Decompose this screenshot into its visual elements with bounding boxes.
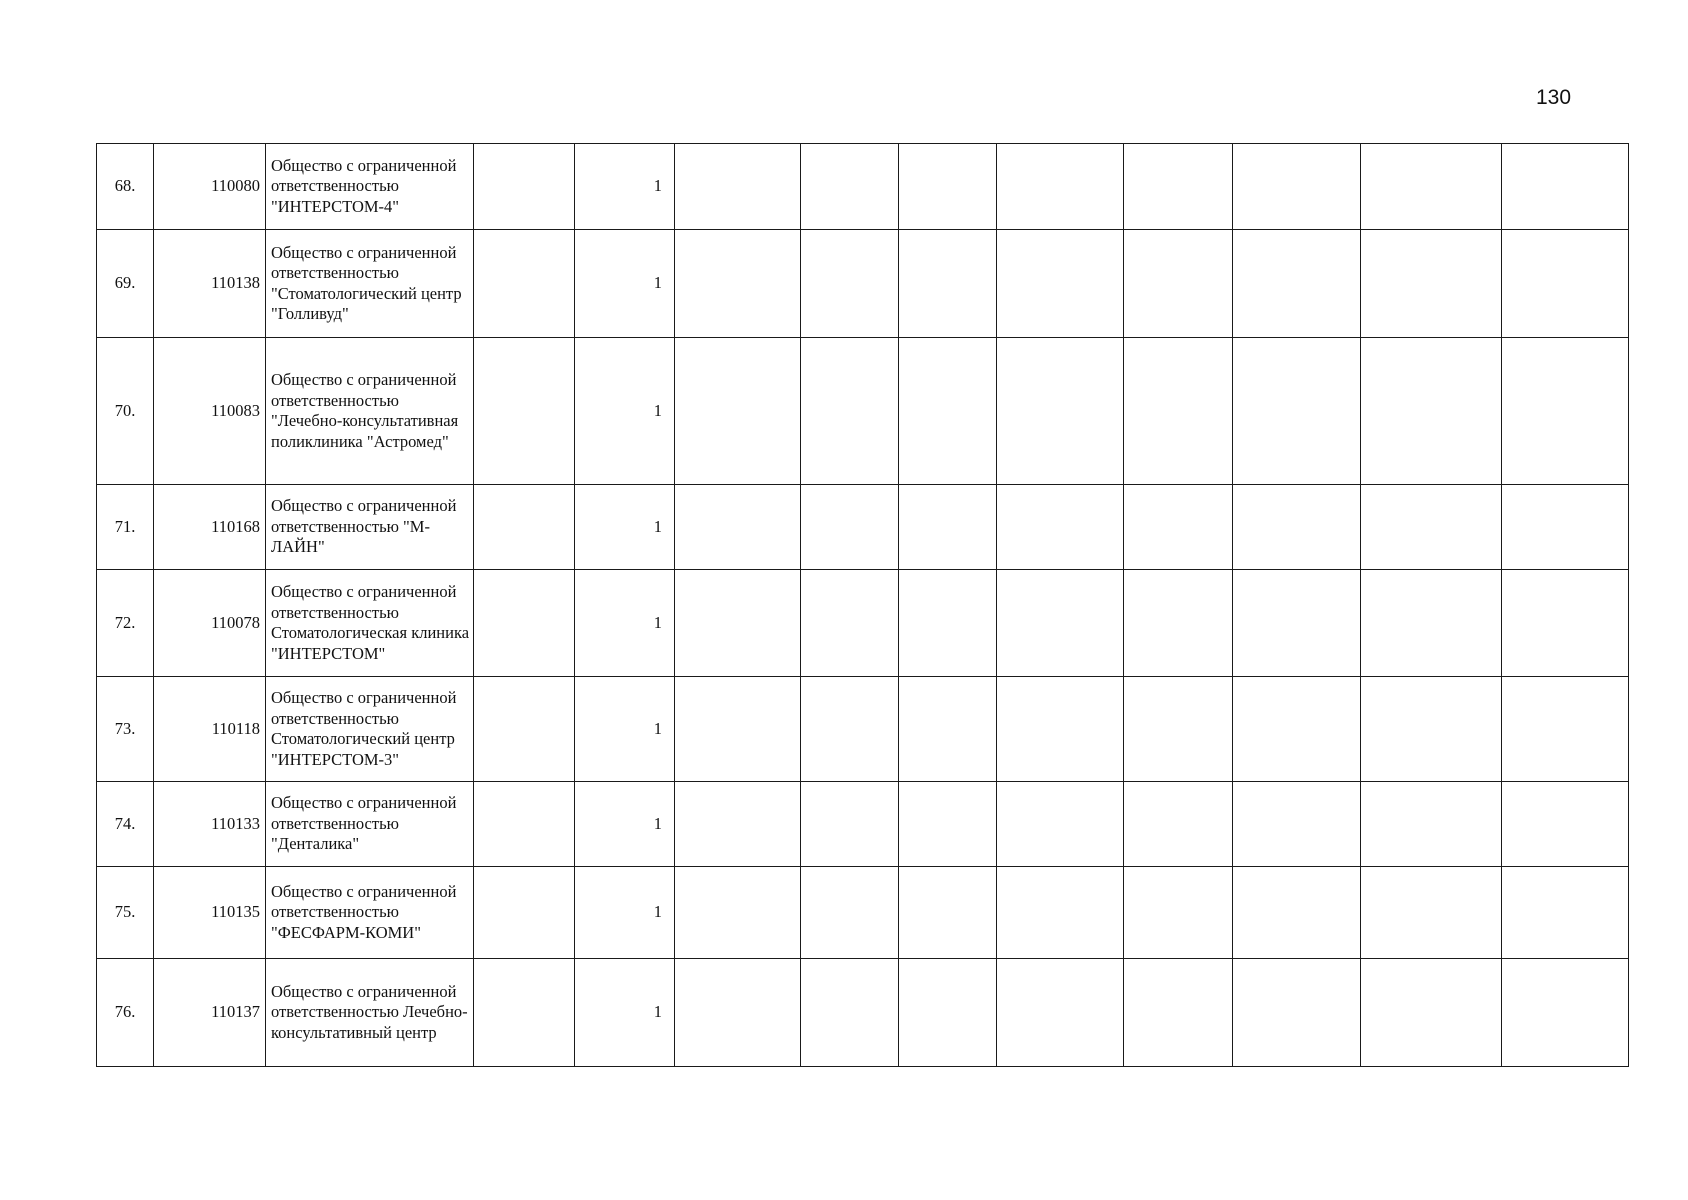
empty-cell bbox=[1233, 338, 1361, 485]
empty-cell bbox=[675, 570, 801, 677]
empty-cell bbox=[1361, 959, 1502, 1067]
empty-cell bbox=[997, 338, 1124, 485]
empty-cell bbox=[1502, 230, 1629, 338]
empty-cell bbox=[997, 144, 1124, 230]
empty-cell bbox=[474, 570, 575, 677]
empty-cell bbox=[1502, 144, 1629, 230]
row-value: 1 bbox=[575, 485, 675, 570]
empty-cell bbox=[1233, 144, 1361, 230]
row-value: 1 bbox=[575, 867, 675, 959]
row-value: 1 bbox=[575, 338, 675, 485]
row-organization-name: Общество с ограниченной ответственностью Лечебно-консультативный центр bbox=[266, 959, 474, 1067]
empty-cell bbox=[1233, 485, 1361, 570]
empty-cell bbox=[899, 485, 997, 570]
empty-cell bbox=[801, 959, 899, 1067]
empty-cell bbox=[474, 867, 575, 959]
empty-cell bbox=[1124, 867, 1233, 959]
empty-cell bbox=[997, 570, 1124, 677]
empty-cell bbox=[1502, 677, 1629, 782]
empty-cell bbox=[1502, 338, 1629, 485]
row-code: 110135 bbox=[154, 867, 266, 959]
empty-cell bbox=[474, 485, 575, 570]
table-body bbox=[97, 144, 1629, 1067]
empty-cell bbox=[1124, 959, 1233, 1067]
empty-cell bbox=[801, 782, 899, 867]
empty-cell bbox=[1124, 338, 1233, 485]
empty-cell bbox=[1361, 338, 1502, 485]
empty-cell bbox=[801, 338, 899, 485]
row-value: 1 bbox=[575, 959, 675, 1067]
row-number: 70. bbox=[97, 338, 154, 485]
empty-cell bbox=[1502, 485, 1629, 570]
empty-cell bbox=[1361, 485, 1502, 570]
empty-cell bbox=[1502, 959, 1629, 1067]
row-value: 1 bbox=[575, 230, 675, 338]
empty-cell bbox=[675, 782, 801, 867]
empty-cell bbox=[675, 144, 801, 230]
empty-cell bbox=[899, 782, 997, 867]
row-code: 110138 bbox=[154, 230, 266, 338]
empty-cell bbox=[997, 782, 1124, 867]
empty-cell bbox=[1124, 485, 1233, 570]
empty-cell bbox=[997, 485, 1124, 570]
empty-cell bbox=[1502, 782, 1629, 867]
empty-cell bbox=[899, 230, 997, 338]
row-organization-name: Общество с ограниченной ответственностью "ФЕСФАРМ-КОМИ" bbox=[266, 867, 474, 959]
table-row bbox=[97, 570, 1629, 677]
table-row bbox=[97, 485, 1629, 570]
empty-cell bbox=[1361, 230, 1502, 338]
row-number: 74. bbox=[97, 782, 154, 867]
empty-cell bbox=[1233, 959, 1361, 1067]
empty-cell bbox=[899, 144, 997, 230]
empty-cell bbox=[1361, 782, 1502, 867]
empty-cell bbox=[1361, 144, 1502, 230]
page-number: 130 bbox=[1536, 86, 1572, 109]
empty-cell bbox=[474, 959, 575, 1067]
row-number: 68. bbox=[97, 144, 154, 230]
empty-cell bbox=[1124, 230, 1233, 338]
empty-cell bbox=[1361, 867, 1502, 959]
table-row bbox=[97, 677, 1629, 782]
row-organization-name: Общество с ограниченной ответственностью Стоматологический центр "ИНТЕРСТОМ-3" bbox=[266, 677, 474, 782]
empty-cell bbox=[997, 677, 1124, 782]
empty-cell bbox=[474, 230, 575, 338]
empty-cell bbox=[675, 338, 801, 485]
empty-cell bbox=[1233, 782, 1361, 867]
empty-cell bbox=[1502, 570, 1629, 677]
empty-cell bbox=[899, 677, 997, 782]
row-value: 1 bbox=[575, 782, 675, 867]
empty-cell bbox=[801, 485, 899, 570]
row-organization-name: Общество с ограниченной ответственностью "ИНТЕРСТОМ-4" bbox=[266, 144, 474, 230]
empty-cell bbox=[997, 230, 1124, 338]
empty-cell bbox=[1361, 570, 1502, 677]
row-organization-name: Общество с ограниченной ответственностью "Лечебно-консультативная поликлиника "Астромед" bbox=[266, 338, 474, 485]
row-organization-name: Общество с ограниченной ответственностью "Стоматологический центр "Голливуд" bbox=[266, 230, 474, 338]
empty-cell bbox=[801, 867, 899, 959]
organizations-table bbox=[96, 143, 1629, 1067]
row-organization-name: Общество с ограниченной ответственностью Стоматологическая клиника "ИНТЕРСТОМ" bbox=[266, 570, 474, 677]
empty-cell bbox=[675, 485, 801, 570]
row-number: 71. bbox=[97, 485, 154, 570]
empty-cell bbox=[675, 959, 801, 1067]
row-code: 110168 bbox=[154, 485, 266, 570]
empty-cell bbox=[801, 144, 899, 230]
row-code: 110118 bbox=[154, 677, 266, 782]
table-row bbox=[97, 867, 1629, 959]
empty-cell bbox=[474, 677, 575, 782]
row-organization-name: Общество с ограниченной ответственностью "М-ЛАЙН" bbox=[266, 485, 474, 570]
row-organization-name: Общество с ограниченной ответственностью "Денталика" bbox=[266, 782, 474, 867]
empty-cell bbox=[1233, 570, 1361, 677]
empty-cell bbox=[474, 338, 575, 485]
row-value: 1 bbox=[575, 677, 675, 782]
empty-cell bbox=[675, 867, 801, 959]
table-row bbox=[97, 230, 1629, 338]
empty-cell bbox=[1233, 677, 1361, 782]
empty-cell bbox=[474, 144, 575, 230]
empty-cell bbox=[801, 230, 899, 338]
empty-cell bbox=[1124, 782, 1233, 867]
empty-cell bbox=[1124, 677, 1233, 782]
row-number: 72. bbox=[97, 570, 154, 677]
row-number: 69. bbox=[97, 230, 154, 338]
row-code: 110137 bbox=[154, 959, 266, 1067]
empty-cell bbox=[675, 230, 801, 338]
row-code: 110078 bbox=[154, 570, 266, 677]
empty-cell bbox=[899, 338, 997, 485]
empty-cell bbox=[997, 867, 1124, 959]
empty-cell bbox=[899, 867, 997, 959]
row-value: 1 bbox=[575, 570, 675, 677]
row-number: 75. bbox=[97, 867, 154, 959]
empty-cell bbox=[899, 570, 997, 677]
empty-cell bbox=[899, 959, 997, 1067]
empty-cell bbox=[1361, 677, 1502, 782]
empty-cell bbox=[1233, 867, 1361, 959]
row-number: 73. bbox=[97, 677, 154, 782]
row-code: 110133 bbox=[154, 782, 266, 867]
row-code: 110083 bbox=[154, 338, 266, 485]
empty-cell bbox=[997, 959, 1124, 1067]
row-number: 76. bbox=[97, 959, 154, 1067]
empty-cell bbox=[675, 677, 801, 782]
empty-cell bbox=[1502, 867, 1629, 959]
empty-cell bbox=[801, 677, 899, 782]
empty-cell bbox=[801, 570, 899, 677]
table-row bbox=[97, 782, 1629, 867]
table-row bbox=[97, 338, 1629, 485]
empty-cell bbox=[1233, 230, 1361, 338]
row-code: 110080 bbox=[154, 144, 266, 230]
empty-cell bbox=[474, 782, 575, 867]
table-row bbox=[97, 144, 1629, 230]
empty-cell bbox=[1124, 144, 1233, 230]
row-value: 1 bbox=[575, 144, 675, 230]
empty-cell bbox=[1124, 570, 1233, 677]
table-row bbox=[97, 959, 1629, 1067]
